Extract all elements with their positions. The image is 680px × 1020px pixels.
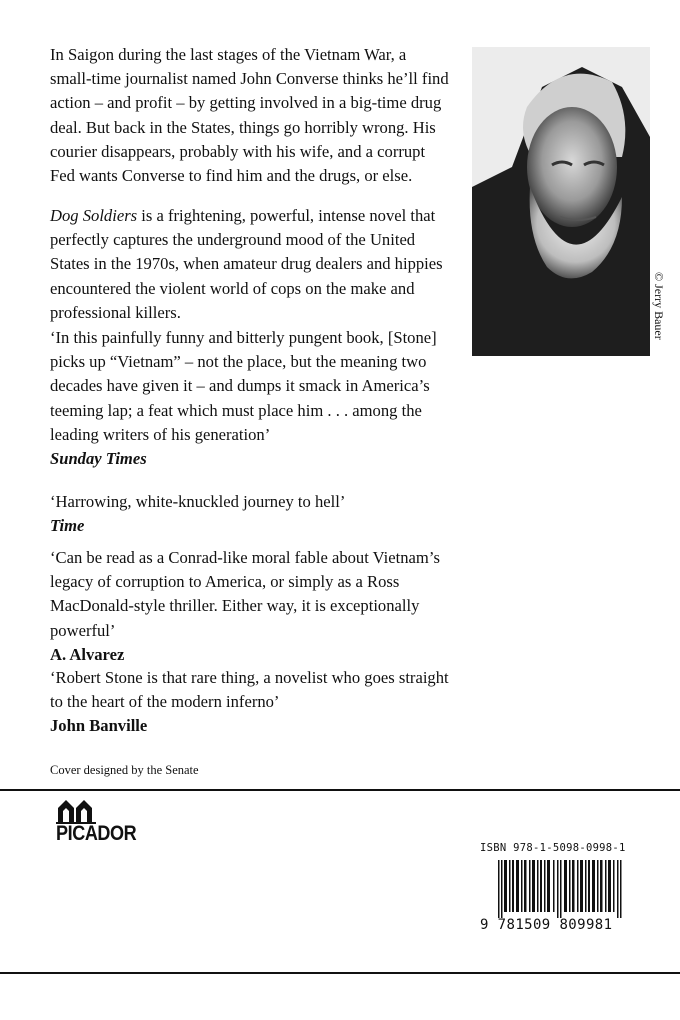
quote-source: Time [50,516,85,536]
quote-source: Sunday Times [50,449,147,469]
quote-text: ‘Can be read as a Conrad-like moral fable about Vietnam’s legacy of corruption to America, or simply as a Ross MacDonald-style thriller. Either way, it is exceptionally powerful’ [50,548,440,640]
review-quote [50,666,460,739]
cover-credit: Cover designed by the Senate [50,763,199,777]
synopsis-text: In Saigon during the last stages of the Vietnam War, a small-time journalist named John Converse thinks he’ll find action – and profit – by getting involved in a big-time drug deal. But back in the States, things go horribly wrong. His courier disappears, probably with his wife, and a corrupt Fed wants Converse to find him and the drugs, or else. [50,45,449,186]
divider-rule [0,972,680,974]
review-quote [50,490,460,538]
review-quote [50,326,460,471]
book-title: Dog Soldiers [50,206,138,225]
divider-rule [0,789,680,791]
quote-source: John Banville [50,716,148,736]
isbn-barcode [480,842,640,942]
author-portrait-image [472,47,650,356]
review-quote [50,546,460,667]
author-photo [472,47,650,356]
quote-source: A. Alvarez [50,644,125,664]
quote-text: ‘In this painfully funny and bitterly pungent book, [Stone] picks up “Vietnam” – not the place, but the meaning two decades have given it – and dumps it smack in America’s teeming lap; a feat which must place him . . . among the leading writers of his generation’ [50,328,437,444]
barcode-digits: 9 781509 809981 [480,917,613,933]
publisher-name: PICADOR [56,822,137,845]
barcode-icon [498,860,623,918]
isbn-label: ISBN 978-1-5098-0998-1 [480,842,626,854]
synopsis [50,43,450,188]
publisher-logo [56,798,146,848]
photo-credit: © Jerry Bauer [652,272,666,340]
pitch-text: is a frightening, powerful, intense novel that perfectly captures the underground mood of the United States in the 1970s, when amateur drug dealers and hippies encountered the violent world of cops on the make and professional killers. [50,206,443,322]
pan-macmillan-icon [56,798,100,824]
pitch-paragraph [50,204,450,325]
pitch [50,204,450,325]
quote-text: ‘Harrowing, white-knuckled journey to hell’ [50,492,346,511]
quote-text: ‘Robert Stone is that rare thing, a novelist who goes straight to the heart of the modern inferno’ [50,668,449,712]
